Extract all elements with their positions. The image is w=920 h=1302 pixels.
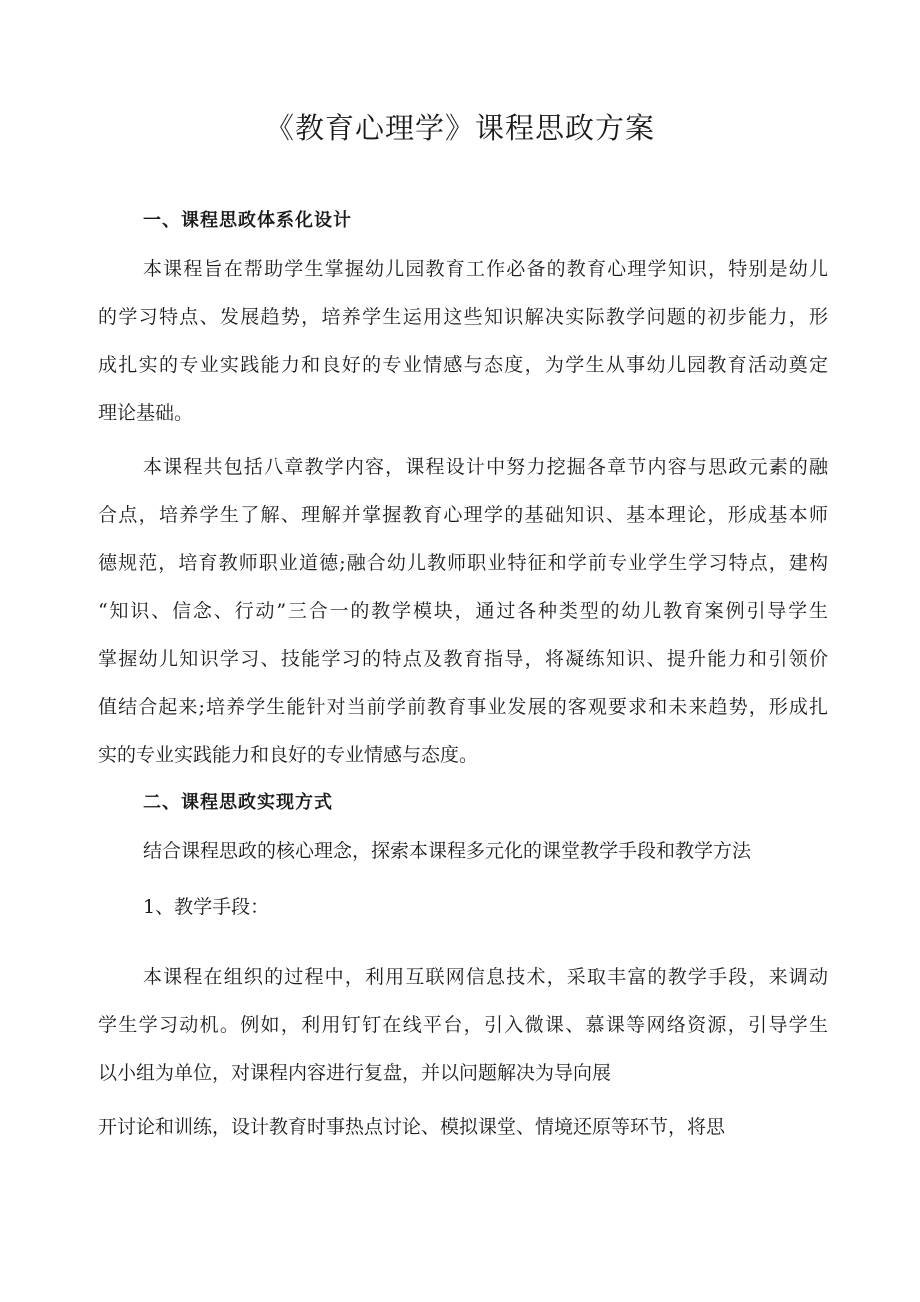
paragraph-line: 德规范，培育教师职业道德;融合幼儿教师职业特征和学前专业学生学习特点，建构 xyxy=(98,552,828,574)
paragraph-line: 以小组为单位，对课程内容进行复盘，并以问题解决为导向展 xyxy=(98,1062,612,1084)
paragraph-line: 成扎实的专业实践能力和良好的专业情感与态度，为学生从事幼儿园教育活动奠定 xyxy=(98,354,828,376)
paragraph-line: 本课程旨在帮助学生掌握幼儿园教育工作必备的教育心理学知识，特别是幼儿 xyxy=(143,258,828,280)
paragraph-line: 掌握幼儿知识学习、技能学习的特点及教育指导，将凝练知识、提升能力和引领价 xyxy=(98,648,828,670)
paragraph-line: 理论基础。 xyxy=(98,402,194,424)
paragraph-line: 的学习特点、发展趋势，培养学生运用这些知识解决实际教学问题的初步能力，形 xyxy=(98,306,828,328)
paragraph-line: 值结合起来;培养学生能针对当前学前教育事业发展的客观要求和未来趋势，形成扎 xyxy=(98,696,828,718)
paragraph-line: 本课程在组织的过程中，利用互联网信息技术，采取丰富的教学手段，来调动 xyxy=(143,966,828,988)
paragraph-line: 实的专业实践能力和良好的专业情感与态度。 xyxy=(98,744,479,766)
section-heading-2: 二、课程思政实现方式 xyxy=(143,792,333,813)
paragraph-line: 结合课程思政的核心理念，探索本课程多元化的课堂教学手段和教学方法 xyxy=(143,840,752,862)
paragraph-line: 本课程共包括八章教学内容，课程设计中努力挖掘各章节内容与思政元素的融 xyxy=(143,456,828,478)
paragraph-line: “知识、信念、行动”三合一的教学模块，通过各种类型的幼儿教育案例引导学生 xyxy=(98,600,828,622)
document-title: 《教育心理学》课程思政方案 xyxy=(264,111,655,145)
paragraph-line: 学生学习动机。例如，利用钉钉在线平台，引入微课、慕课等网络资源，引导学生 xyxy=(98,1014,828,1036)
paragraph-line: 合点，培养学生了解、理解并掌握教育心理学的基础知识、基本理论，形成基本师 xyxy=(98,504,828,526)
paragraph-line: 开讨论和训练，设计教育时事热点讨论、模拟课堂、情境还原等环节，将思 xyxy=(98,1116,726,1138)
section-heading-1: 一、课程思政体系化设计 xyxy=(143,210,352,231)
subheading: 1、教学手段： xyxy=(143,896,270,918)
